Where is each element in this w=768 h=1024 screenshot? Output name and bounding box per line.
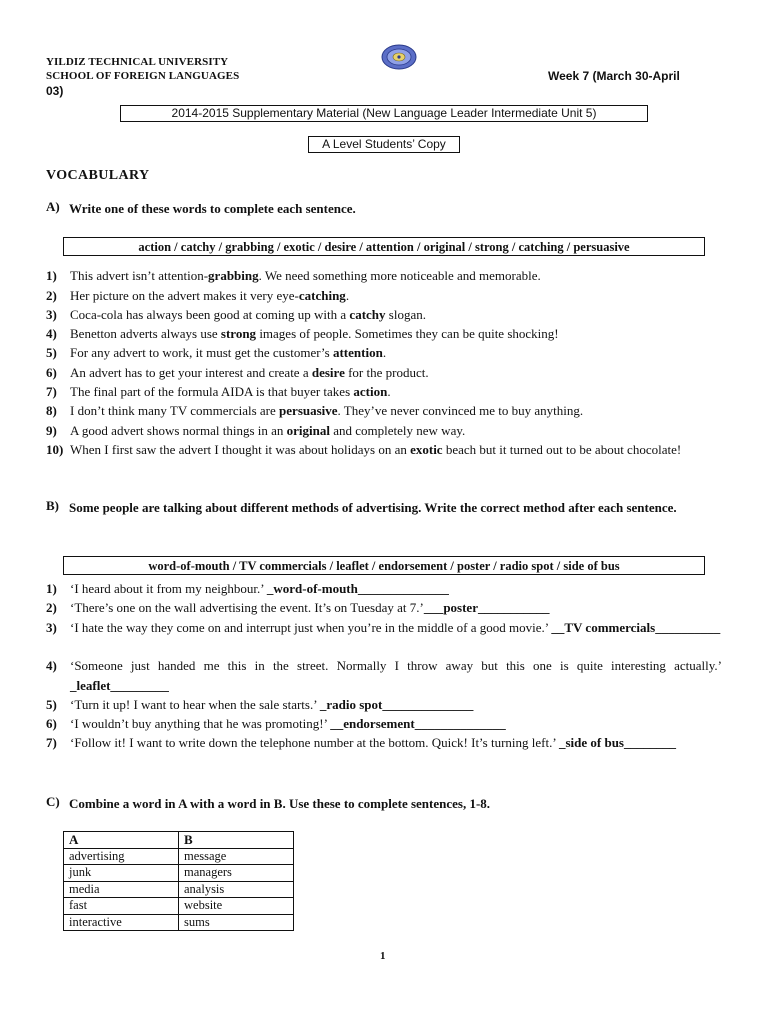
sentence-text: ‘Turn it up! I want to hear when the sale starts.’ bbox=[70, 697, 320, 712]
table-cell-b: website bbox=[179, 898, 294, 915]
table-cell-b: sums bbox=[179, 914, 294, 931]
section-b-word-box: word-of-mouth / TV commercials / leaflet / endorsement / poster / radio spot / side of bus bbox=[63, 556, 705, 575]
item-sentence bbox=[70, 266, 722, 286]
item-number: 1) bbox=[46, 581, 57, 596]
item-sentence bbox=[70, 714, 722, 734]
answer-word: _leaflet_________ bbox=[70, 677, 169, 693]
answer-word: desire bbox=[311, 365, 345, 380]
item-number: 6) bbox=[46, 716, 57, 731]
section-c-title bbox=[46, 794, 722, 814]
item-sentence bbox=[70, 305, 722, 325]
item-sentence bbox=[70, 579, 722, 599]
item-sentence bbox=[70, 733, 722, 753]
section-a-word-box: action / catchy / grabbing / exotic / desire / attention / original / strong / catching / persuasive bbox=[63, 237, 705, 256]
section-a-item bbox=[46, 343, 722, 363]
sentence-text: Her picture on the advert makes it very eye- bbox=[70, 288, 299, 303]
copy-label-box: A Level Students’ Copy bbox=[308, 136, 460, 153]
sentence-text-end: and completely new way. bbox=[330, 423, 466, 438]
sentence-text-end: images of people. Sometimes they can be quite shocking! bbox=[256, 326, 559, 341]
item-number: 5) bbox=[46, 345, 57, 360]
table-row bbox=[64, 914, 294, 931]
sentence-text: When I first saw the advert I thought it was about holidays on an bbox=[70, 442, 411, 457]
column-a-header: A bbox=[64, 832, 179, 849]
material-title-box: 2014-2015 Supplementary Material (New Language Leader Intermediate Unit 5) bbox=[120, 105, 648, 122]
vocabulary-heading: VOCABULARY bbox=[46, 168, 150, 183]
item-sentence bbox=[70, 440, 722, 460]
university-seal-icon bbox=[381, 44, 417, 70]
section-a-item bbox=[46, 286, 722, 306]
sentence-text-end: for the product. bbox=[344, 365, 429, 380]
section-a-letter: A) bbox=[46, 199, 60, 214]
item-sentence bbox=[70, 343, 722, 363]
table-cell-a: interactive bbox=[64, 914, 179, 931]
item-number: 2) bbox=[46, 600, 57, 615]
section-b-item bbox=[46, 618, 722, 638]
section-b-title bbox=[46, 498, 722, 538]
section-b-item bbox=[46, 579, 722, 599]
section-a-item bbox=[46, 324, 722, 344]
sentence-text: The final part of the formula AIDA is that buyer takes bbox=[70, 384, 354, 399]
answer-word: _side of bus________ bbox=[558, 735, 676, 750]
table-row bbox=[64, 898, 294, 915]
answer-word: catching bbox=[298, 288, 346, 303]
school-name: SCHOOL OF FOREIGN LANGUAGES bbox=[46, 70, 240, 82]
sentence-text-end: . bbox=[345, 288, 350, 303]
university-name: YILDIZ TECHNICAL UNIVERSITY bbox=[46, 56, 229, 68]
table-cell-a: media bbox=[64, 881, 179, 898]
sentence-text-end: . We need something more noticeable and memorable. bbox=[258, 268, 541, 283]
sentence-text: Benetton adverts always use bbox=[70, 326, 221, 341]
table-cell-a: advertising bbox=[64, 848, 179, 865]
sentence-text-end: . They’ve never convinced me to buy anything. bbox=[337, 403, 584, 418]
sentence-text: ‘I heard about it from my neighbour.’ bbox=[70, 581, 267, 596]
section-a-item bbox=[46, 401, 722, 421]
answer-word: strong bbox=[220, 326, 257, 341]
item-sentence bbox=[70, 401, 722, 421]
item-number: 5) bbox=[46, 697, 57, 712]
section-a-item bbox=[46, 421, 722, 441]
answer-word: action bbox=[353, 384, 388, 399]
item-sentence bbox=[70, 363, 722, 383]
item-sentence bbox=[70, 618, 722, 638]
section-c-letter: C) bbox=[46, 794, 60, 809]
table-row bbox=[64, 848, 294, 865]
table-row bbox=[64, 881, 294, 898]
sentence-text: A good advert shows normal things in an bbox=[70, 423, 287, 438]
week-label: Week 7 (March 30-April bbox=[548, 69, 680, 83]
sentence-text: ‘Someone just handed me this in the street. Normally I throw away but this one is quite interesting actually.’ bbox=[70, 658, 722, 673]
section-c-instruction: Combine a word in A with a word in B. Use these to complete sentences, 1-8. bbox=[69, 796, 491, 811]
item-sentence bbox=[70, 421, 722, 441]
sentence-text: ‘There’s one on the wall advertising the event. It’s on Tuesday at 7.’ bbox=[70, 600, 424, 615]
answer-word: __TV commercials__________ bbox=[551, 620, 721, 635]
section-a-item bbox=[46, 440, 722, 460]
section-b-letter: B) bbox=[46, 498, 59, 513]
sentence-text-end: . bbox=[387, 384, 391, 399]
section-a-item bbox=[46, 305, 722, 325]
item-sentence bbox=[70, 324, 722, 344]
section-b-instruction: Some people are talking about different methods of advertising. Write the correct method after each sentence. bbox=[69, 500, 677, 515]
item-number: 9) bbox=[46, 423, 57, 438]
sentence-text-end: beach but it turned out to be about chocolate! bbox=[442, 442, 682, 457]
item-number: 7) bbox=[46, 735, 57, 750]
section-b-item bbox=[46, 695, 722, 715]
answer-word: _radio spot______________ bbox=[319, 697, 474, 712]
sentence-text-end: slogan. bbox=[385, 307, 426, 322]
answer-word: exotic bbox=[410, 442, 443, 457]
table-header-row bbox=[64, 832, 294, 849]
item-number: 3) bbox=[46, 307, 57, 322]
week-label-continued: 03) bbox=[46, 84, 64, 98]
item-number: 4) bbox=[46, 326, 57, 341]
answer-word: attention bbox=[332, 345, 383, 360]
table-row bbox=[64, 865, 294, 882]
section-a-item bbox=[46, 363, 722, 383]
sentence-text: For any advert to work, it must get the customer’s bbox=[70, 345, 333, 360]
answer-word: __endorsement______________ bbox=[330, 716, 506, 731]
sentence-text: This advert isn’t attention- bbox=[70, 268, 209, 283]
item-number: 2) bbox=[46, 288, 57, 303]
section-b-item bbox=[46, 656, 722, 695]
answer-word: persuasive bbox=[279, 403, 338, 418]
sentence-text: Coca-cola has always been good at coming up with a bbox=[70, 307, 350, 322]
table-cell-a: junk bbox=[64, 865, 179, 882]
item-sentence bbox=[70, 656, 722, 695]
item-number: 10) bbox=[46, 442, 64, 457]
page-number: 1 bbox=[380, 950, 386, 962]
word-combination-table bbox=[63, 831, 294, 931]
answer-word: _word-of-mouth______________ bbox=[266, 581, 449, 596]
item-sentence bbox=[70, 695, 722, 715]
section-b-item bbox=[46, 598, 722, 618]
sentence-text-end: . bbox=[382, 345, 387, 360]
item-number: 4) bbox=[46, 658, 57, 673]
table-cell-b: managers bbox=[179, 865, 294, 882]
item-number: 8) bbox=[46, 403, 57, 418]
item-number: 6) bbox=[46, 365, 57, 380]
item-sentence bbox=[70, 598, 722, 618]
table-cell-b: message bbox=[179, 848, 294, 865]
section-b-item bbox=[46, 714, 722, 734]
table-cell-a: fast bbox=[64, 898, 179, 915]
sentence-text: An advert has to get your interest and create a bbox=[70, 365, 312, 380]
item-number: 3) bbox=[46, 620, 57, 635]
section-b-item bbox=[46, 733, 722, 753]
section-a-item bbox=[46, 382, 722, 402]
item-sentence bbox=[70, 382, 722, 402]
sentence-text: I don’t think many TV commercials are bbox=[70, 403, 280, 418]
answer-word: ___poster___________ bbox=[423, 600, 550, 615]
item-sentence bbox=[70, 286, 722, 306]
answer-word: grabbing bbox=[208, 268, 259, 283]
table-cell-b: analysis bbox=[179, 881, 294, 898]
sentence-text: ‘I wouldn’t buy anything that he was promoting!’ bbox=[70, 716, 331, 731]
section-a-item bbox=[46, 266, 722, 286]
item-number: 1) bbox=[46, 268, 57, 283]
answer-word: original bbox=[286, 423, 330, 438]
section-a-title bbox=[46, 199, 722, 219]
item-number: 7) bbox=[46, 384, 57, 399]
section-a-instruction: Write one of these words to complete each sentence. bbox=[69, 201, 356, 216]
sentence-text: ‘I hate the way they come on and interrupt just when you’re in the middle of a good movie.’ bbox=[70, 620, 552, 635]
sentence-text: ‘Follow it! I want to write down the telephone number at the bottom. Quick! It’s turning left.’ bbox=[70, 735, 559, 750]
answer-word: catchy bbox=[349, 307, 386, 322]
column-b-header: B bbox=[179, 832, 294, 849]
